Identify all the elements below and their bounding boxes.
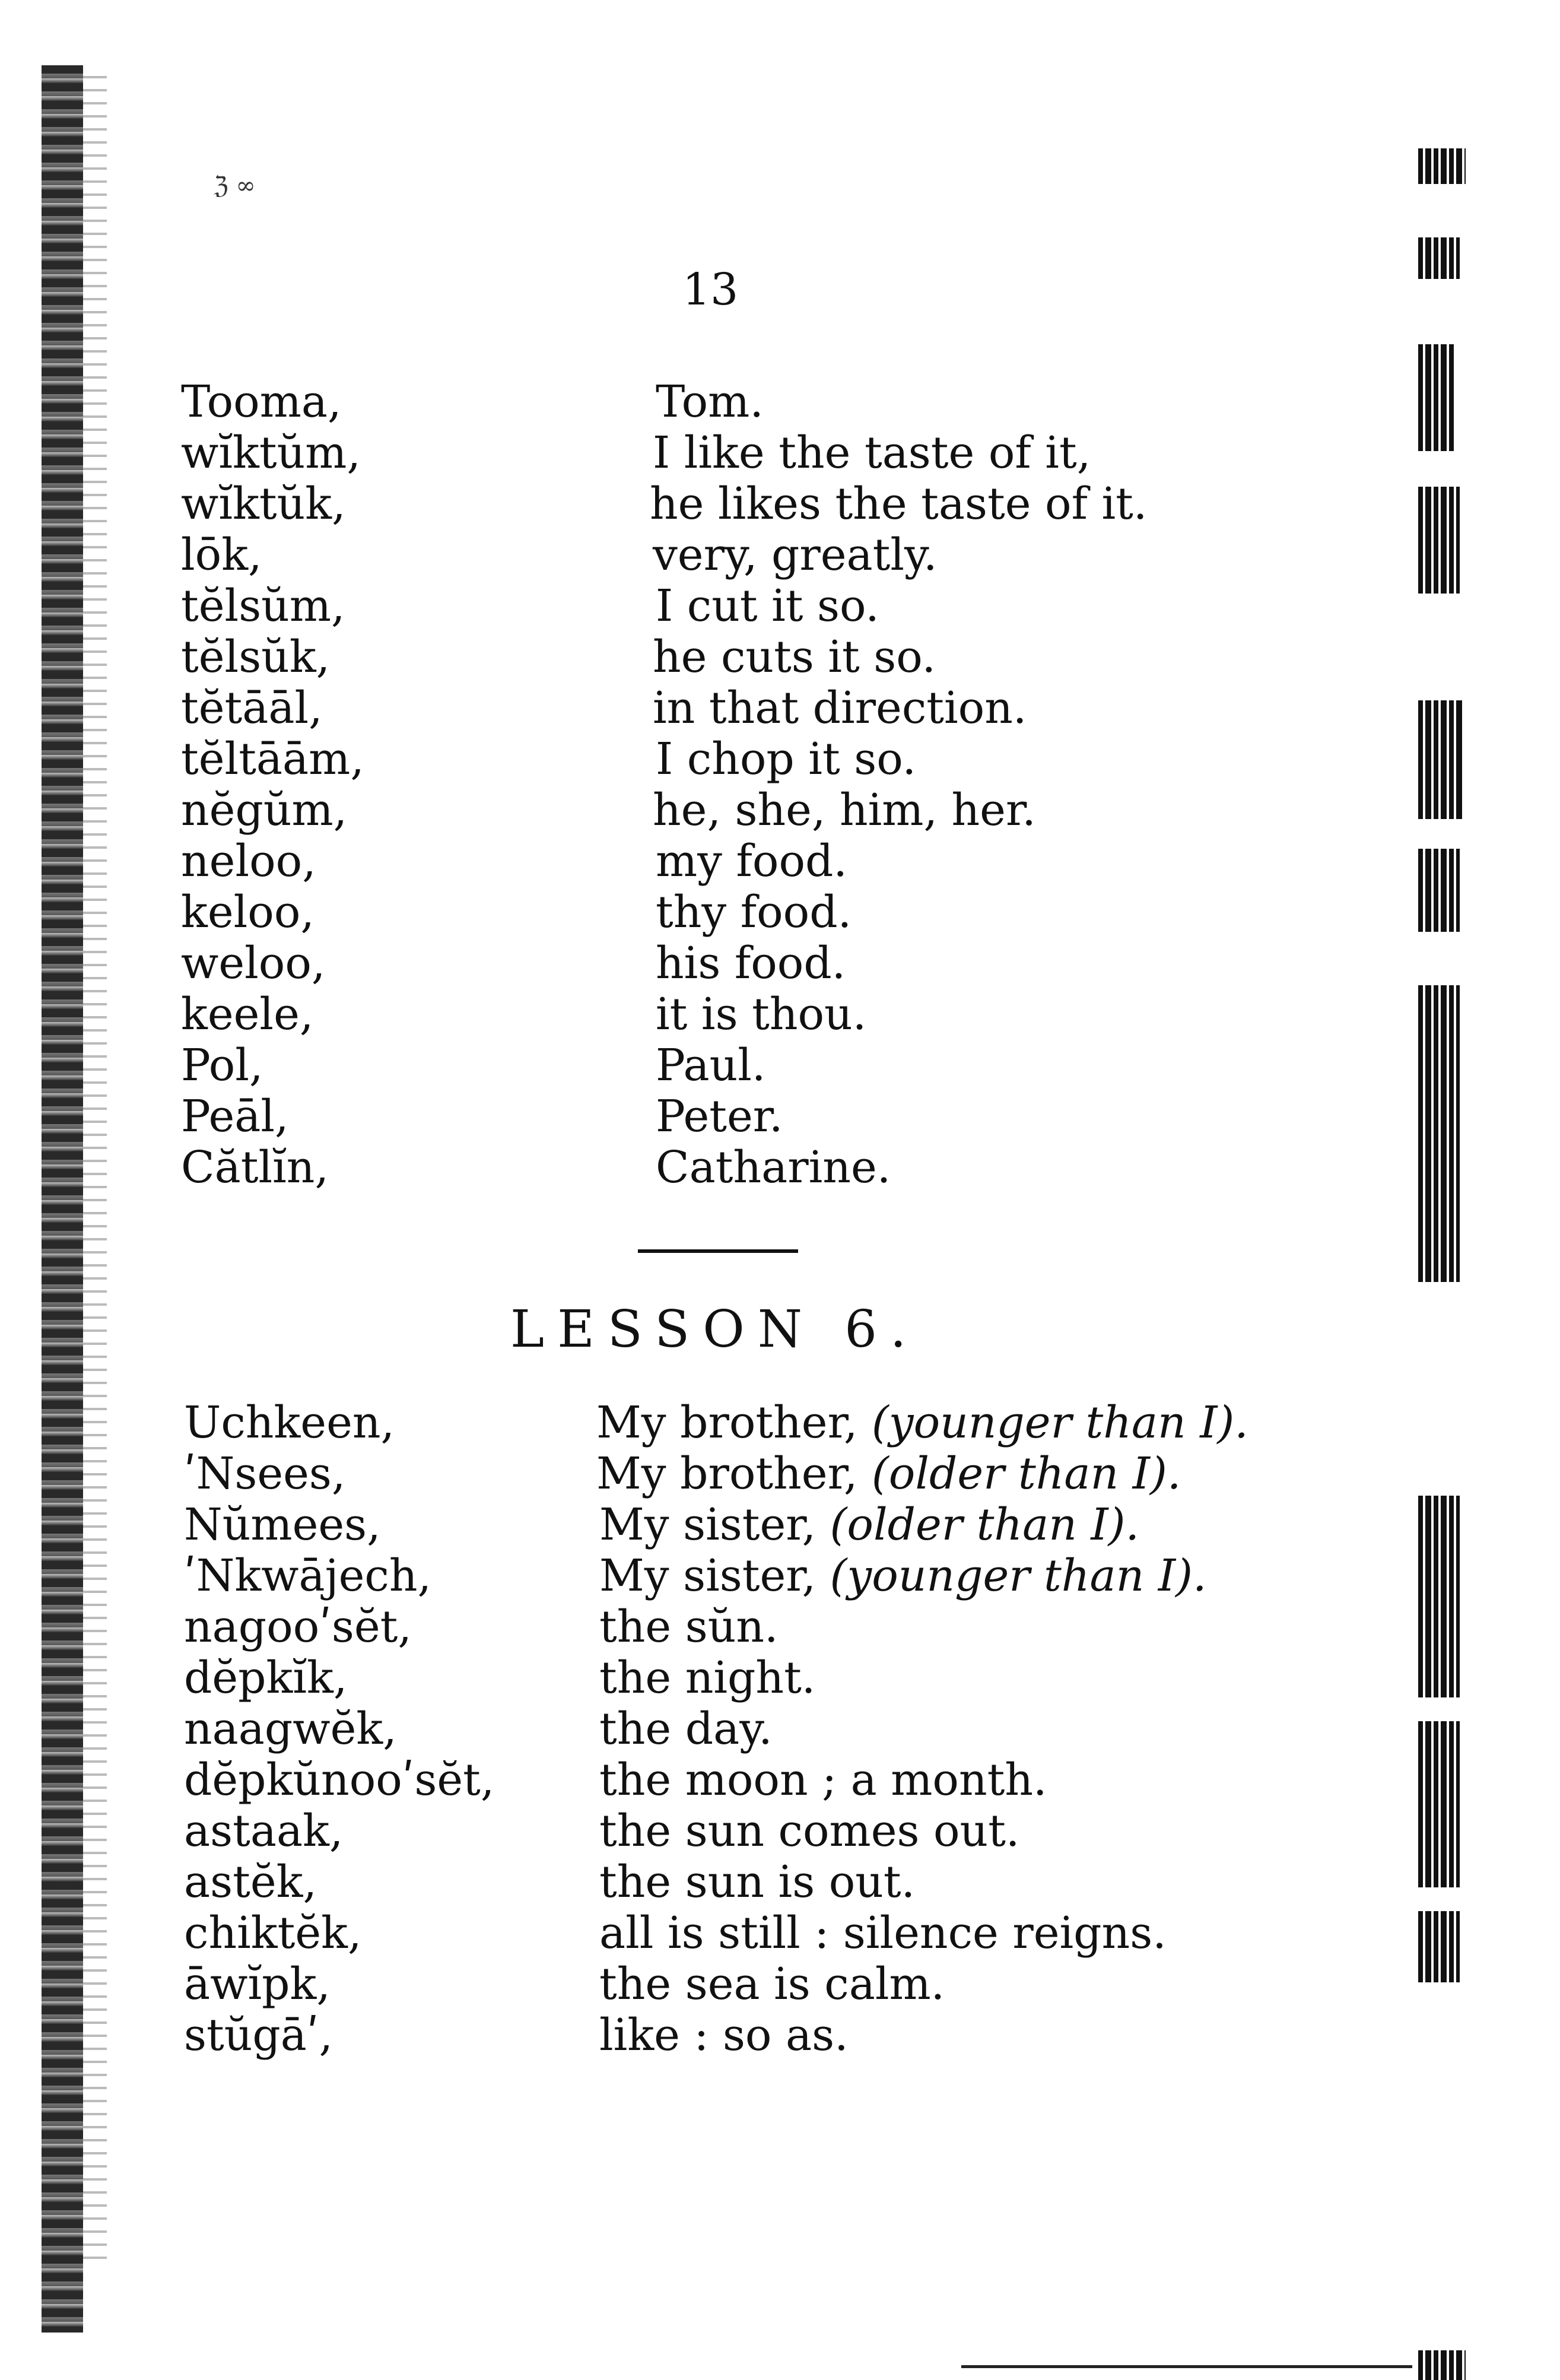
vocab-word: naagwĕk, (184, 1703, 397, 1754)
vocab-word: wĭktŭm, (181, 427, 361, 478)
vocab-meaning: my food. (656, 836, 847, 887)
vocab-word: lōk, (181, 529, 262, 580)
vocab-note: (older than I). (871, 1448, 1181, 1499)
vocab-meaning: My sister, (599, 1499, 816, 1550)
lesson-heading: LESSON 6. (510, 1300, 920, 1359)
vocab-word: tĕtāāl, (181, 683, 323, 734)
vocab-word: wĭktŭk, (181, 478, 346, 529)
vocab-meaning: the moon ; a month. (599, 1754, 1047, 1805)
edge-block (1418, 344, 1454, 451)
vocab-meaning: he cuts it so. (653, 632, 936, 683)
vocab-word: nĕgŭm, (181, 785, 348, 836)
edge-block (1418, 237, 1460, 279)
scan-spine-edge (42, 65, 83, 2333)
vocab-meaning: Catharine. (656, 1142, 891, 1193)
vocab-meaning: like : so as. (599, 2010, 849, 2061)
vocab-word: keloo, (181, 887, 314, 938)
vocab-word: neloo, (181, 836, 316, 887)
vocab-word: nagooʹsĕt, (184, 1601, 412, 1652)
ink-mark: ℨ ∞ (214, 172, 256, 199)
edge-block (1418, 985, 1460, 1282)
vocab-meaning: his food. (656, 938, 846, 989)
vocab-note: (younger than I). (871, 1397, 1248, 1448)
vocab-word: tĕlsŭk, (181, 632, 331, 683)
vocab-meaning: all is still : silence reigns. (599, 1908, 1167, 1959)
vocab-meaning: I like the taste of it, (653, 427, 1091, 478)
edge-block (1418, 1721, 1460, 1887)
vocab-meaning: the sun is out. (599, 1857, 916, 1908)
vocab-meaning: very, greatly. (653, 529, 938, 580)
vocab-word: tĕltāām, (181, 734, 364, 785)
bottom-edge-rule (961, 2365, 1412, 2368)
vocab-word: dĕpkŭnooʹsĕt, (184, 1754, 495, 1805)
vocab-meaning-line (599, 1550, 1207, 1601)
vocab-meaning: Tom. (656, 376, 764, 427)
edge-block (1418, 487, 1460, 594)
vocab-meaning: it is thou. (656, 989, 867, 1040)
vocab-meaning: My brother, (596, 1397, 858, 1448)
vocab-meaning: in that direction. (653, 683, 1027, 734)
vocab-meaning-line (599, 1499, 1140, 1550)
vocab-word: Peāl, (181, 1091, 289, 1142)
vocab-meaning: he likes the taste of it. (650, 478, 1148, 529)
section-divider (638, 1249, 798, 1253)
vocab-meaning: I chop it so. (656, 734, 916, 785)
vocab-word: āwĭpk, (184, 1959, 331, 2010)
vocab-word: tĕlsŭm, (181, 580, 345, 632)
edge-block (1418, 1911, 1460, 1982)
vocab-word: stŭgāʹ, (184, 2010, 333, 2061)
vocab-meaning: thy food. (656, 887, 852, 938)
vocab-word: ʹNsees, (184, 1448, 346, 1499)
vocab-note: (older than I). (830, 1499, 1140, 1550)
vocab-word: dĕpkĭk, (184, 1652, 348, 1703)
vocab-meaning: Peter. (656, 1091, 783, 1142)
vocab-meaning: the night. (599, 1652, 816, 1703)
edge-block (1418, 849, 1460, 932)
edge-block (1418, 2350, 1466, 2380)
vocab-note: (younger than I). (830, 1550, 1207, 1601)
vocab-meaning: the sea is calm. (599, 1959, 945, 2010)
vocab-word: astaak, (184, 1805, 344, 1857)
edge-block (1418, 148, 1466, 184)
vocab-word: Nŭmees, (184, 1499, 381, 1550)
vocab-word: weloo, (181, 938, 326, 989)
vocab-word: Pol, (181, 1040, 263, 1091)
vocab-word: Cătlĭn, (181, 1142, 329, 1193)
vocab-word: ʹNkwājech, (184, 1550, 432, 1601)
vocab-meaning-line (596, 1397, 1248, 1448)
vocab-word: astĕk, (184, 1857, 317, 1908)
scan-spine-noise (83, 65, 107, 2261)
vocab-meaning-line (596, 1448, 1181, 1499)
vocab-word: keele, (181, 989, 314, 1040)
page-number: 13 (682, 264, 739, 315)
vocab-word: chiktĕk, (184, 1908, 362, 1959)
scan-right-edge (1418, 59, 1472, 2374)
vocab-word: Uchkeen, (184, 1397, 395, 1448)
vocab-meaning: Paul. (656, 1040, 766, 1091)
vocab-meaning: My sister, (599, 1550, 816, 1601)
vocab-meaning: the day. (599, 1703, 773, 1754)
vocab-meaning: he, she, him, her. (653, 785, 1036, 836)
vocab-meaning: I cut it so. (656, 580, 879, 632)
vocab-meaning: My brother, (596, 1448, 858, 1499)
edge-block (1418, 700, 1463, 819)
vocab-word: Tooma, (181, 376, 342, 427)
vocab-meaning: the sŭn. (599, 1601, 779, 1652)
vocab-meaning: the sun comes out. (599, 1805, 1020, 1857)
edge-block (1418, 1496, 1460, 1697)
